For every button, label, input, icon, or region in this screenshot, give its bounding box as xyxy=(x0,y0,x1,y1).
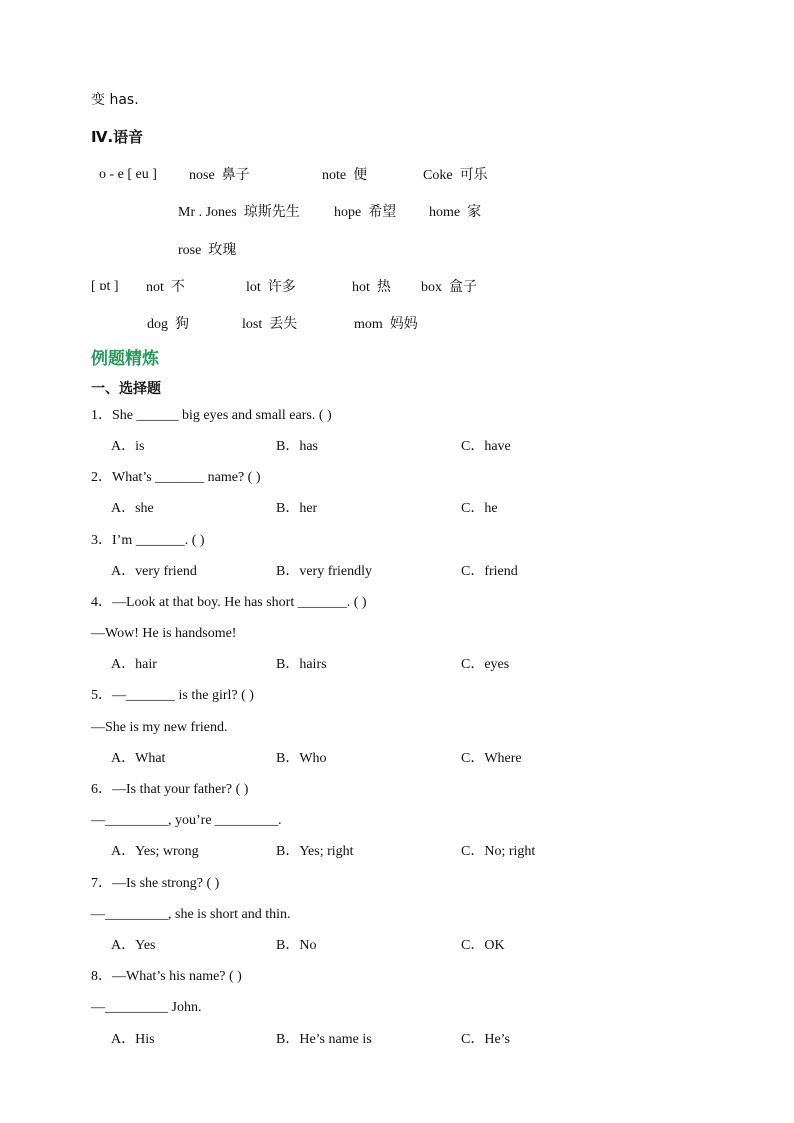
option-a[interactable]: A．Yes xyxy=(111,938,156,953)
option-b[interactable]: B．He’s name is xyxy=(276,1032,372,1047)
question-stem: 4．—Look at that boy. He has short _______. ( ) xyxy=(91,595,367,610)
question-stem: 2．What’s _______ name? ( ) xyxy=(91,470,261,485)
option-b[interactable]: B．very friendly xyxy=(276,564,373,579)
option-a[interactable]: A．is xyxy=(111,439,145,454)
option-c[interactable]: C．friend xyxy=(461,564,518,579)
phonics-word: box 盒子 xyxy=(421,279,477,295)
question-dialog: —_________, you’re _________. xyxy=(91,813,282,828)
phonics-heading: Ⅳ.语音 xyxy=(91,128,144,146)
question-stem: 7．—Is she strong? ( ) xyxy=(91,876,220,891)
question-stem: 3．I’m _______. ( ) xyxy=(91,533,205,548)
question-stem: 1．She ______ big eyes and small ears. ( ) xyxy=(91,408,332,423)
phonics-word: not 不 xyxy=(146,279,185,295)
part-title: 一、选择题 xyxy=(91,381,161,397)
phonics-label-o: [ ɒt ] xyxy=(91,279,119,294)
phonics-word: home 家 xyxy=(429,204,482,220)
phonics-label-o-e: o - e [ eu ] xyxy=(99,167,157,182)
question-dialog: —_________ John. xyxy=(91,1000,202,1015)
question-stem: 5．—_______ is the girl? ( ) xyxy=(91,688,254,703)
option-b[interactable]: B．her xyxy=(276,501,318,516)
option-a[interactable]: A．His xyxy=(111,1032,155,1047)
question-dialog: —_________, she is short and thin. xyxy=(91,907,291,922)
option-b[interactable]: B．hairs xyxy=(276,657,327,672)
phonics-word: lost 丢失 xyxy=(242,316,298,332)
section-title: 例题精炼 xyxy=(91,349,159,369)
intro-line: 变 has. xyxy=(91,92,139,108)
phonics-word: mom 妈妈 xyxy=(354,316,418,332)
phonics-word: hope 希望 xyxy=(334,204,397,220)
phonics-word: dog 狗 xyxy=(147,316,189,332)
phonics-word: Coke 可乐 xyxy=(423,167,488,183)
question-dialog: —She is my new friend. xyxy=(91,720,228,735)
phonics-word: Mr . Jones 琼斯先生 xyxy=(178,204,300,220)
option-c[interactable]: C．OK xyxy=(461,938,505,953)
option-c[interactable]: C．Where xyxy=(461,751,522,766)
phonics-word: rose 玫瑰 xyxy=(178,242,237,258)
phonics-word: hot 热 xyxy=(352,279,391,295)
option-b[interactable]: B．Yes; right xyxy=(276,844,354,859)
phonics-word: nose 鼻子 xyxy=(189,167,250,183)
option-b[interactable]: B．Who xyxy=(276,751,327,766)
option-c[interactable]: C．No; right xyxy=(461,844,536,859)
option-c[interactable]: C．He’s xyxy=(461,1032,510,1047)
option-a[interactable]: A．very friend xyxy=(111,564,197,579)
option-a[interactable]: A．Yes; wrong xyxy=(111,844,199,859)
option-a[interactable]: A．hair xyxy=(111,657,157,672)
option-c[interactable]: C．eyes xyxy=(461,657,510,672)
phonics-word: note 便 xyxy=(322,167,368,183)
option-a[interactable]: A．What xyxy=(111,751,166,766)
phonics-word: lot 许多 xyxy=(246,279,296,295)
option-c[interactable]: C．have xyxy=(461,439,511,454)
question-dialog: —Wow! He is handsome! xyxy=(91,626,237,641)
option-a[interactable]: A．she xyxy=(111,501,154,516)
question-stem: 8．—What’s his name? ( ) xyxy=(91,969,242,984)
option-b[interactable]: B．has xyxy=(276,439,318,454)
option-c[interactable]: C．he xyxy=(461,501,498,516)
question-stem: 6．—Is that your father? ( ) xyxy=(91,782,249,797)
option-b[interactable]: B．No xyxy=(276,938,317,953)
